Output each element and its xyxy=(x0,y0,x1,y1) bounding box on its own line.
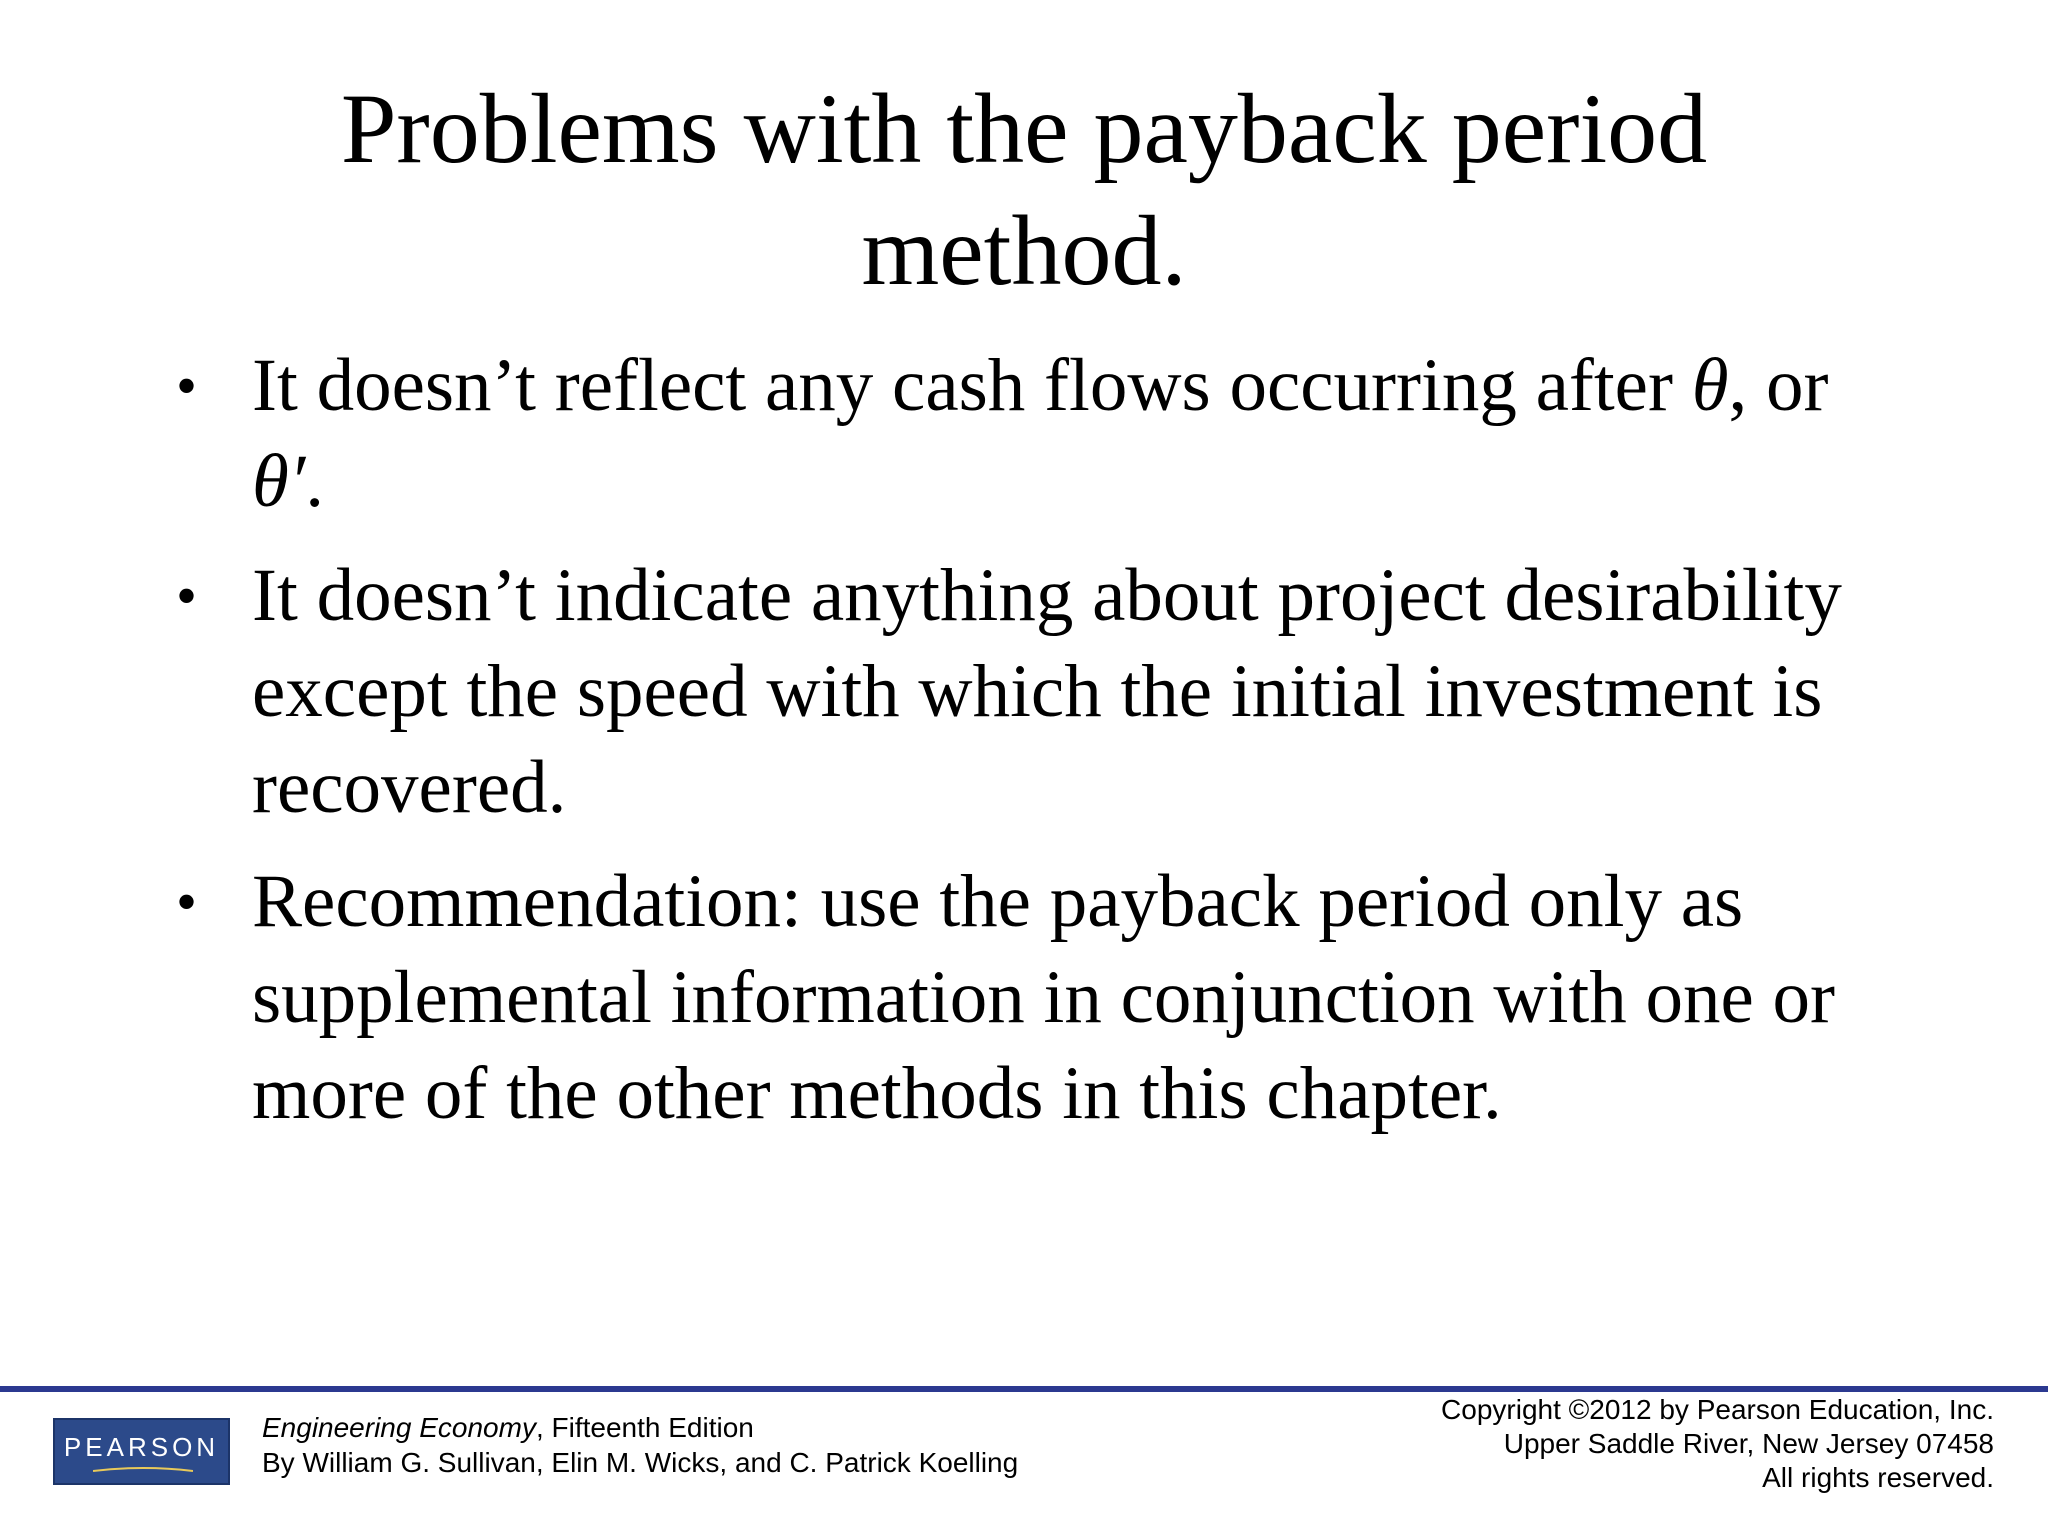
slide-title: Problems with the payback period method. xyxy=(340,73,1708,306)
copyright-line: Upper Saddle River, New Jersey 07458 xyxy=(1503,1428,1994,1459)
bullet-item xyxy=(170,854,1890,1142)
theta-prime-symbol: θ′ xyxy=(252,440,306,523)
logo-swoosh-icon xyxy=(93,1466,193,1472)
bullet-text: Recommendation: use the payback period only as supplemental information in conjunction with one or more of the other methods in this chapter. xyxy=(252,860,1836,1135)
book-title: Engineering Economy xyxy=(262,1412,536,1443)
pearson-logo xyxy=(53,1418,230,1485)
bullet-text: It doesn’t indicate anything about project desirability except the speed with which the initial investment is recovered. xyxy=(252,554,1842,829)
logo-text: PEARSON xyxy=(63,1432,220,1462)
copyright-line: Copyright ©2012 by Pearson Education, Inc. xyxy=(1441,1394,1994,1425)
theta-symbol: θ xyxy=(1691,344,1729,427)
book-edition: , Fifteenth Edition xyxy=(535,1412,754,1443)
bullet-text-before: It doesn’t reflect any cash flows occurring after xyxy=(252,344,1692,427)
book-authors: By William G. Sullivan, Elin M. Wicks, and C. Patrick Koelling xyxy=(262,1447,1019,1478)
bullet-item xyxy=(170,338,1890,530)
bullet-marker: • xyxy=(176,353,198,419)
bullet-text-after: . xyxy=(305,440,324,523)
book-info xyxy=(262,1410,1018,1480)
bullet-marker: • xyxy=(176,563,198,629)
footer-divider xyxy=(0,1386,2048,1392)
bullet-item xyxy=(170,548,1890,836)
bullet-marker: • xyxy=(176,869,198,935)
copyright-notice xyxy=(1441,1393,1994,1495)
book-title-line xyxy=(262,1410,1018,1445)
copyright-line: All rights reserved. xyxy=(1762,1462,1994,1493)
bullet-text-middle: , or xyxy=(1728,344,1829,427)
bullet-list xyxy=(170,338,1890,1160)
